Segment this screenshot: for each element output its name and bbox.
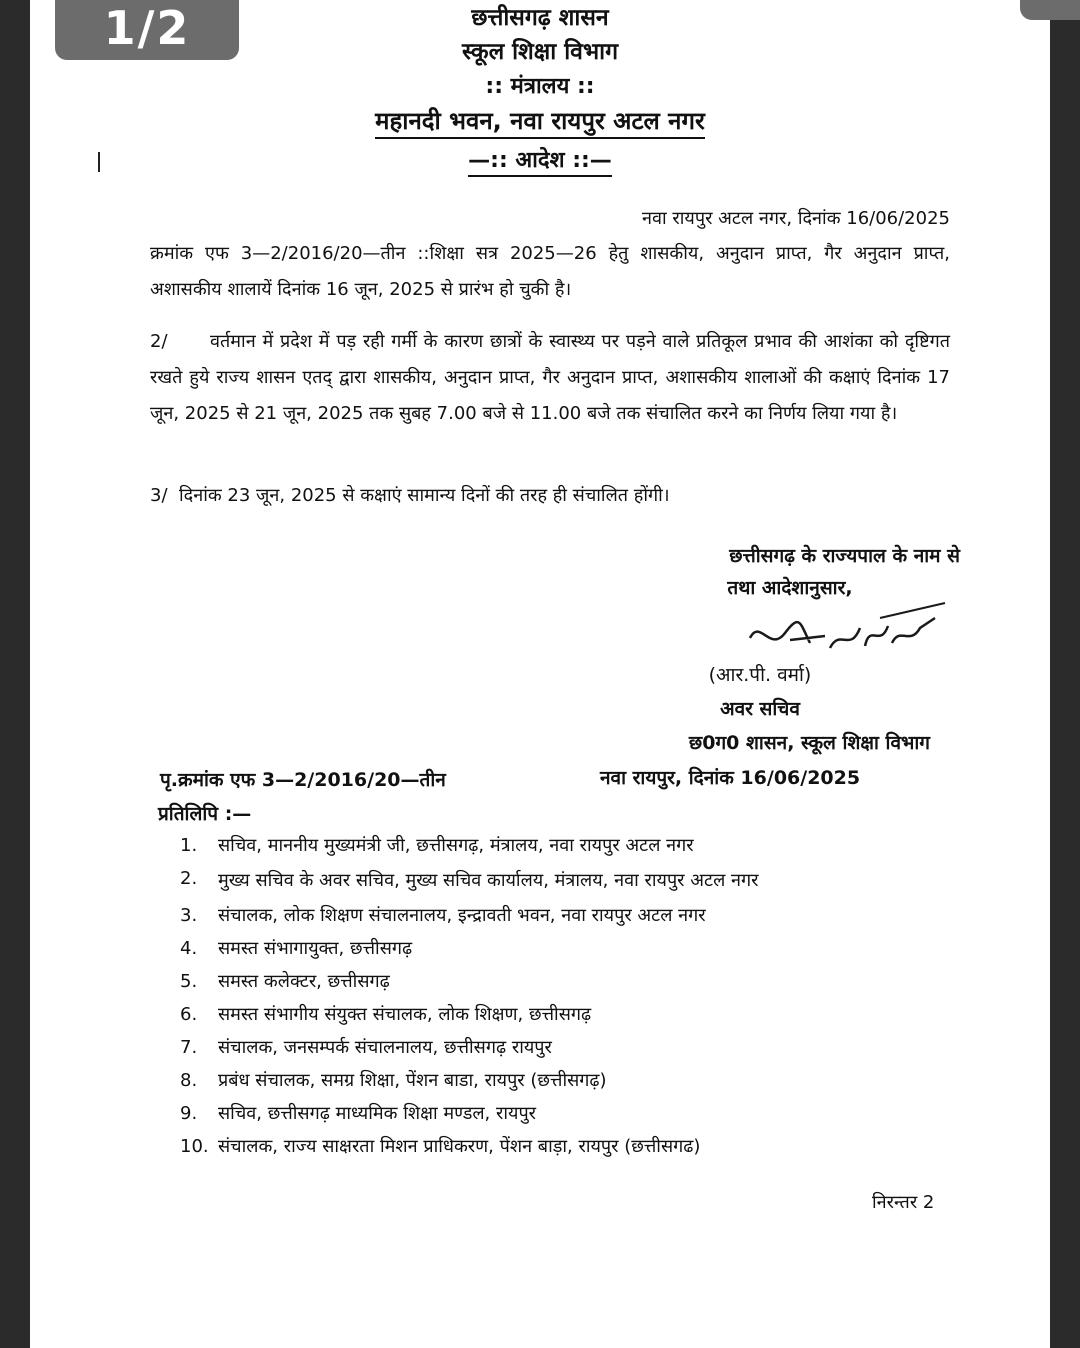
list-item-text: समस्त कलेक्टर, छत्तीसगढ़ (218, 971, 390, 992)
list-item-number: 9. (180, 1103, 198, 1124)
header-order-title (30, 144, 1050, 174)
paragraph-2 (150, 324, 950, 432)
paragraph-3-text: दिनांक 23 जून, 2025 से कक्षाएं सामान्य दिनों की तरह ही संचालित होंगी। (178, 485, 670, 506)
paragraph-2-number: 2/ (150, 331, 168, 352)
copy-to-list (180, 830, 960, 1164)
list-item (180, 1131, 960, 1163)
list-item-text: सचिव, छत्तीसगढ़ माध्यमिक शिक्षा मण्डल, रायपुर (218, 1103, 537, 1124)
paragraph-3 (150, 478, 950, 514)
officer-name: (आर.पी. वर्मा) (708, 664, 812, 686)
list-item (180, 999, 960, 1031)
order-place-date: नवा रायपुर अटल नगर, दिनांक 16/06/2025 (642, 208, 950, 229)
header-ministry: :: मंत्रालय :: (485, 74, 595, 99)
paragraph-2-text: वर्तमान में प्रदेश में पड़ रही गर्मी के कारण छात्रों के स्वास्थ्य पर पड़ने वाले प्रतिकूल प्रभाव की आशंका को दृष्टिगत रखते हुये राज्य शासन एतद् द्वारा शासकीय, अनुदान प्राप्त, गैर अनुदान प्राप्त, अशासकीय शालाओं की कक्षाएं दिनांक 17 जून, 2025 से 21 जून, 2025 तक सुबह 7.00 बजे से 11.00 बजे तक संचालित करने का निर्णय लिया गया है। (150, 331, 950, 424)
list-item-text: संचालक, लोक शिक्षण संचालनालय, इन्द्रावती भवन, नवा रायपुर अटल नगर (218, 905, 706, 926)
list-item-text: समस्त संभागीय संयुक्त संचालक, लोक शिक्षण, छत्तीसगढ़ (218, 1004, 592, 1025)
header-department: स्कूल शिक्षा विभाग (461, 39, 619, 65)
officer-block (590, 658, 930, 760)
list-item-number: 7. (180, 1037, 198, 1058)
list-item (180, 1032, 960, 1064)
authority-block (580, 540, 960, 604)
officer-designation: अवर सचिव (720, 698, 800, 720)
continued-note: निरन्तर 2 (872, 1192, 935, 1213)
endorsement-reference: पृ.क्रमांक एफ 3—2/2016/20—तीन (160, 769, 446, 791)
list-item (180, 1098, 960, 1130)
header-address (30, 104, 1050, 137)
order-title-text: —:: आदेश ::— (468, 148, 612, 177)
paragraph-1: क्रमांक एफ 3—2/2016/20—तीन ::शिक्षा सत्र 2025—26 हेतु शासकीय, अनुदान प्राप्त, गैर अनुदान प्राप्त, अशासकीय शालायें दिनांक 16 जून, 2025 से प्रारंभ हो चुकी है। (150, 243, 950, 300)
list-item-number: 1. (180, 835, 198, 856)
authority-line-1: छत्तीसगढ़ के राज्यपाल के नाम से (729, 545, 960, 567)
list-item (180, 830, 960, 862)
list-item-text: समस्त संभागायुक्त, छत्तीसगढ़ (218, 938, 413, 959)
list-item-text: संचालक, राज्य साक्षरता मिशन प्राधिकरण, पेंशन बाड़ा, रायपुर (छत्तीसगढ) (218, 1136, 701, 1157)
list-item-number: 4. (180, 938, 198, 959)
list-item-number: 5. (180, 971, 198, 992)
endorsement-place-date: नवा रायपुर, दिनांक 16/06/2025 (600, 767, 861, 789)
list-item-text: प्रबंध संचालक, समग्र शिक्षा, पेंशन बाडा, रायपुर (छत्तीसगढ़) (218, 1070, 607, 1091)
list-item-text: मुख्य सचिव के अवर सचिव, मुख्य सचिव कार्यालय, मंत्रालय, नवा रायपुर अटल नगर (218, 870, 759, 891)
list-item-number: 6. (180, 1004, 198, 1025)
list-item-number: 2. (180, 868, 198, 889)
page-indicator: 1/2 (55, 0, 239, 60)
header-address-text: महानदी भवन, नवा रायपुर अटल नगर (375, 107, 705, 139)
list-item-text: सचिव, माननीय मुख्यमंत्री जी, छत्तीसगढ़, मंत्रालय, नवा रायपुर अटल नगर (218, 835, 694, 856)
paragraph-3-number: 3/ (150, 485, 168, 506)
list-item-number: 8. (180, 1070, 198, 1091)
list-item (180, 966, 960, 998)
list-item-text: संचालक, जनसम्पर्क संचालनालय, छत्तीसगढ़ रायपुर (218, 1037, 552, 1058)
list-item-number: 3. (180, 905, 198, 926)
list-item (180, 863, 960, 899)
list-item (180, 933, 960, 965)
copy-to-label: प्रतिलिपि :— (158, 803, 252, 825)
list-item (180, 900, 960, 932)
officer-department: छ0ग0 शासन, स्कूल शिक्षा विभाग (688, 732, 930, 754)
list-item-number: 10. (180, 1136, 209, 1157)
viewer-menu-button[interactable] (1020, 0, 1080, 20)
list-item (180, 1065, 960, 1097)
authority-line-2: तथा आदेशानुसार, (727, 577, 853, 599)
header-government: छत्तीसगढ़ शासन (471, 5, 609, 31)
document-page (30, 0, 1050, 1348)
